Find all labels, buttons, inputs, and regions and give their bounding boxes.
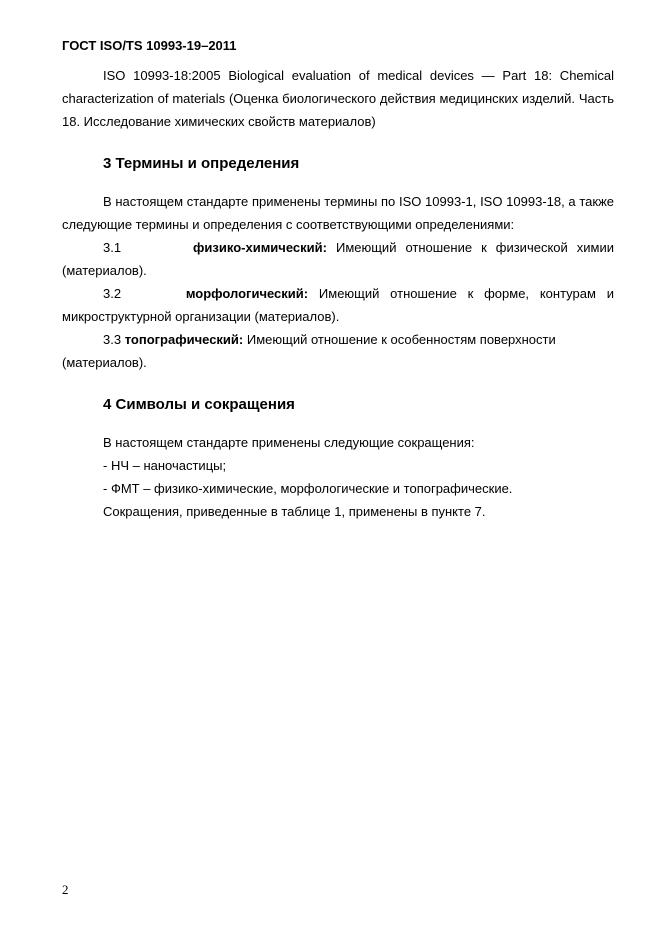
term-name: топографический: xyxy=(124,332,244,347)
term-3-1 xyxy=(62,236,614,282)
term-number: 3.1 xyxy=(103,240,122,255)
section-4-heading: 4 Символы и сокращения xyxy=(103,396,295,413)
term-number: 3.3 xyxy=(103,332,122,347)
abbreviation-item: - ФМТ – физико-химические, морфологические и топографические. xyxy=(103,481,513,496)
term-3-2 xyxy=(62,282,614,328)
term-definition: Имеющий отношение к особенностям поверхности (материалов). xyxy=(62,332,556,370)
reference-paragraph: ISO 10993-18:2005 Biological evaluation of medical devices — Part 18: Chemical characterization of materials (Оценка биологического действия медицинских изделий. Часть 18. Исследование химических свойств материалов) xyxy=(62,68,614,129)
page-number: 2 xyxy=(62,882,69,897)
term-definition: Имеющий отношение к форме, контурам и микроструктурной организации (материалов). xyxy=(62,286,614,324)
term-definition: Имеющий отношение к физической химии (материалов). xyxy=(62,240,614,278)
term-name: морфологический: xyxy=(185,286,309,301)
abbreviation-item: - НЧ – наночастицы; xyxy=(103,458,227,473)
term-name: физико-химический: xyxy=(193,240,327,255)
section-4-closing: Сокращения, приведенные в таблице 1, применены в пункте 7. xyxy=(103,504,486,519)
document-body xyxy=(62,64,614,523)
term-number: 3.2 xyxy=(103,286,122,301)
term-3-3 xyxy=(62,328,614,374)
section-4-intro: В настоящем стандарте применены следующие сокращения: xyxy=(103,435,475,450)
section-3-intro: В настоящем стандарте применены термины по ISO 10993-1, ISO 10993-18, а также следующие термины и определения с соответствующими определениями: xyxy=(62,194,614,232)
section-3-heading: 3 Термины и определения xyxy=(103,155,300,172)
document-header: ГОСТ ISO/TS 10993-19–2011 xyxy=(62,38,237,53)
